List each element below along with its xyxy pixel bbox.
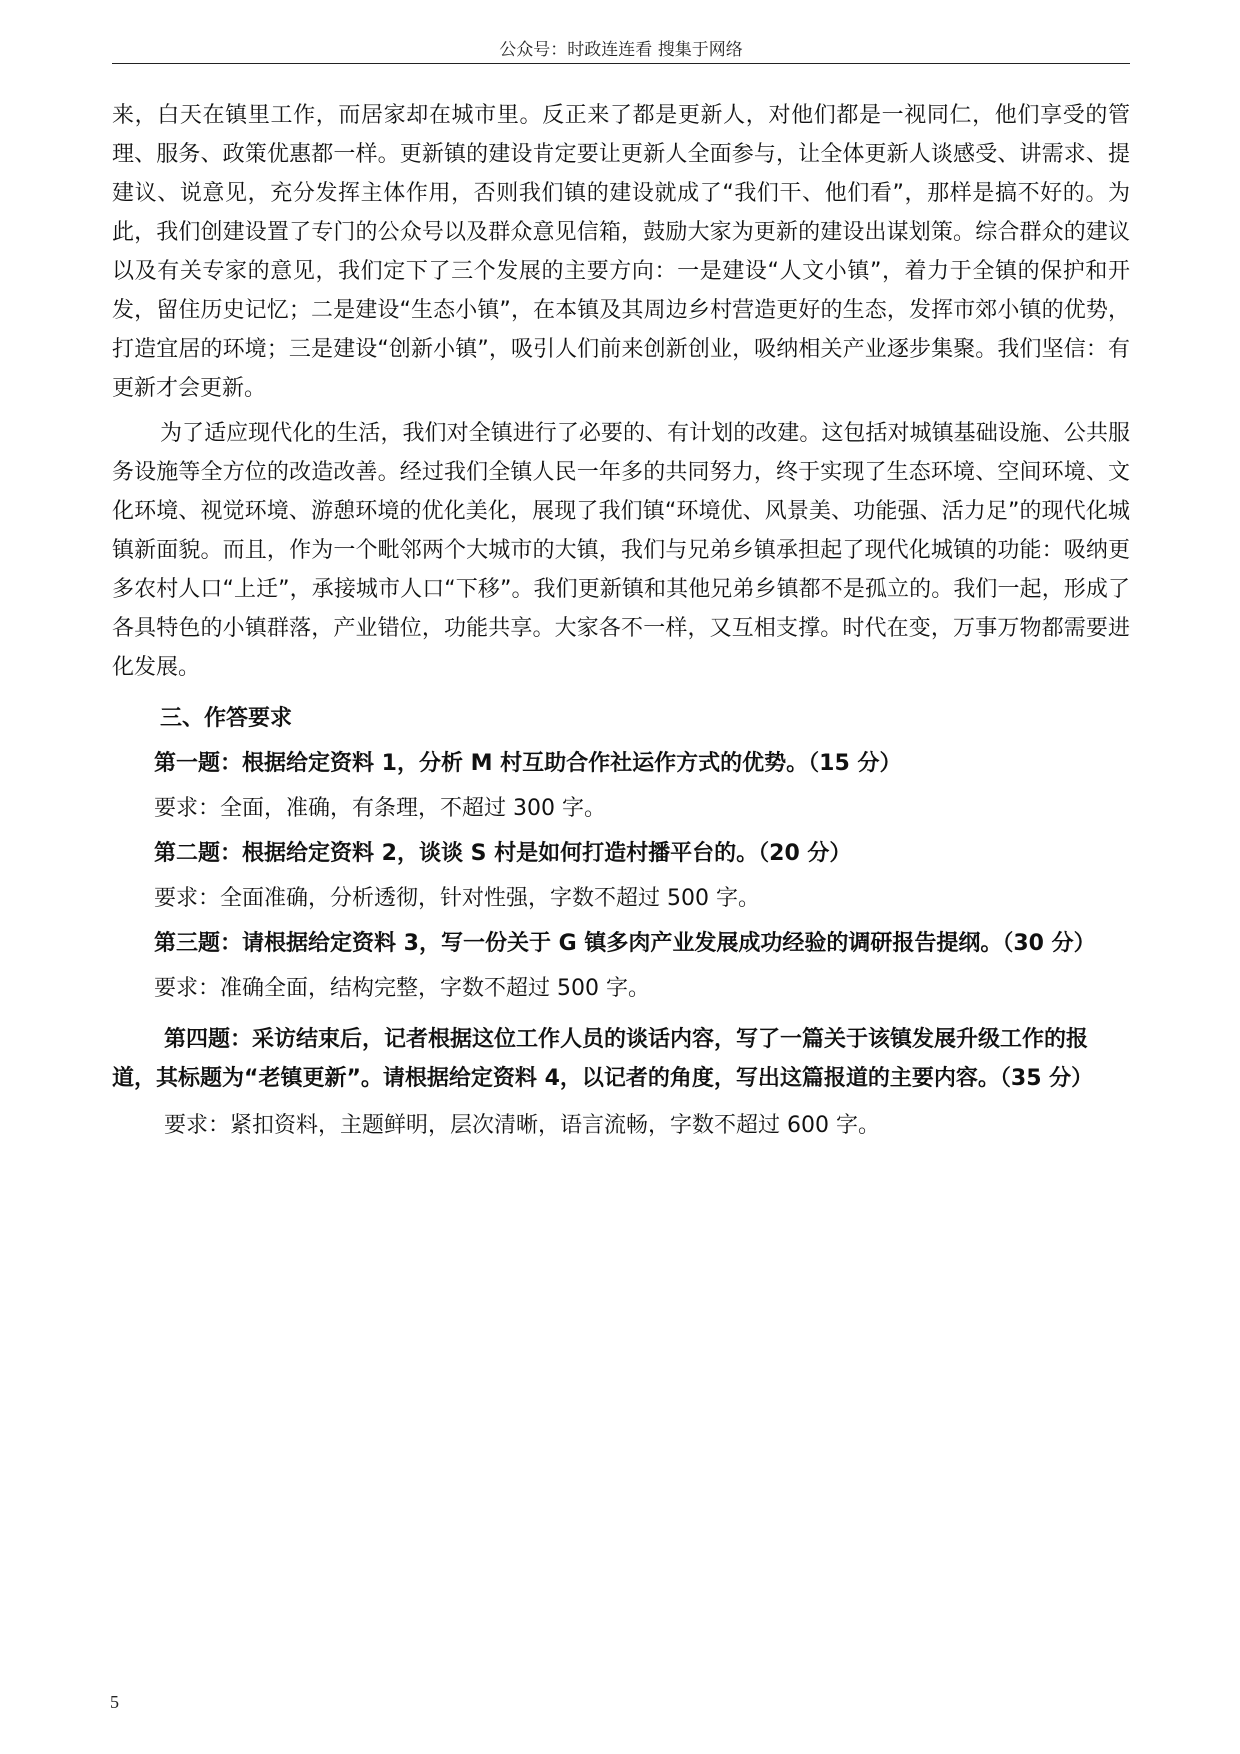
question-3-requirement: 要求：准确全面，结构完整，字数不超过 500 字。: [154, 976, 650, 1001]
question-1-title: 第一题：根据给定资料 1，分析 M 村互助合作社运作方式的优势。（15 分）: [154, 751, 902, 776]
question-4-requirement: 要求：紧扣资料，主题鲜明，层次清晰，语言流畅，字数不超过 600 字。: [164, 1113, 880, 1138]
question-4-title: 第四题：采访结束后，记者根据这位工作人员的谈话内容，写了一篇关于该镇发展升级工作的报道，其标题为“老镇更新”。请根据给定资料 4，以记者的角度，写出这篇报道的主要内容。（35 分）: [112, 1027, 1094, 1091]
question-2-title: 第二题：根据给定资料 2，谈谈 S 村是如何打造村播平台的。（20 分）: [154, 841, 852, 866]
body-paragraph-1: 来，白天在镇里工作，而居家却在城市里。反正来了都是更新人，对他们都是一视同仁，他们享受的管理、服务、政策优惠都一样。更新镇的建设肯定要让更新人全面参与，让全体更新人谈感受、讲需求、提建议、说意见，充分发挥主体作用，否则我们镇的建设就成了“我们干、他们看”，那样是搞不好的。为此，我们创建设置了专门的公众号以及群众意见信箱，鼓励大家为更新的建设出谋划策。综合群众的建议以及有关专家的意见，我们定下了三个发展的主要方向：一是建设“人文小镇”，着力于全镇的保护和开发，留住历史记忆；二是建设“生态小镇”，在本镇及其周边乡村营造更好的生态，发挥市郊小镇的优势，打造宜居的环境；三是建设“创新小镇”，吸引人们前来创新创业，吸纳相关产业逐步集聚。我们坚信：有更新才会更新。: [112, 103, 1130, 401]
page-number: 5: [110, 1692, 119, 1712]
document-body: [112, 96, 1130, 1145]
page-header: 公众号：时政连连看 搜集于网络: [499, 40, 743, 60]
question-1-requirement: 要求：全面，准确，有条理，不超过 300 字。: [154, 796, 606, 821]
question-3-title: 第三题：请根据给定资料 3，写一份关于 G 镇多肉产业发展成功经验的调研报告提纲。（30 分）: [154, 931, 1096, 956]
header-divider: [112, 63, 1130, 64]
section-heading: 三、作答要求: [160, 706, 293, 731]
question-2-requirement: 要求：全面准确，分析透彻，针对性强，字数不超过 500 字。: [154, 886, 760, 911]
body-paragraph-2: 为了适应现代化的生活，我们对全镇进行了必要的、有计划的改建。这包括对城镇基础设施、公共服务设施等全方位的改造改善。经过我们全镇人民一年多的共同努力，终于实现了生态环境、空间环境、文化环境、视觉环境、游憩环境的优化美化，展现了我们镇“环境优、风景美、功能强、活力足”的现代化城镇新面貌。而且，作为一个毗邻两个大城市的大镇，我们与兄弟乡镇承担起了现代化城镇的功能：吸纳更多农村人口“上迁”，承接城市人口“下移”。我们更新镇和其他兄弟乡镇都不是孤立的。我们一起，形成了各具特色的小镇群落，产业错位，功能共享。大家各不一样，又互相支撑。时代在变，万事万物都需要进化发展。: [112, 421, 1130, 680]
